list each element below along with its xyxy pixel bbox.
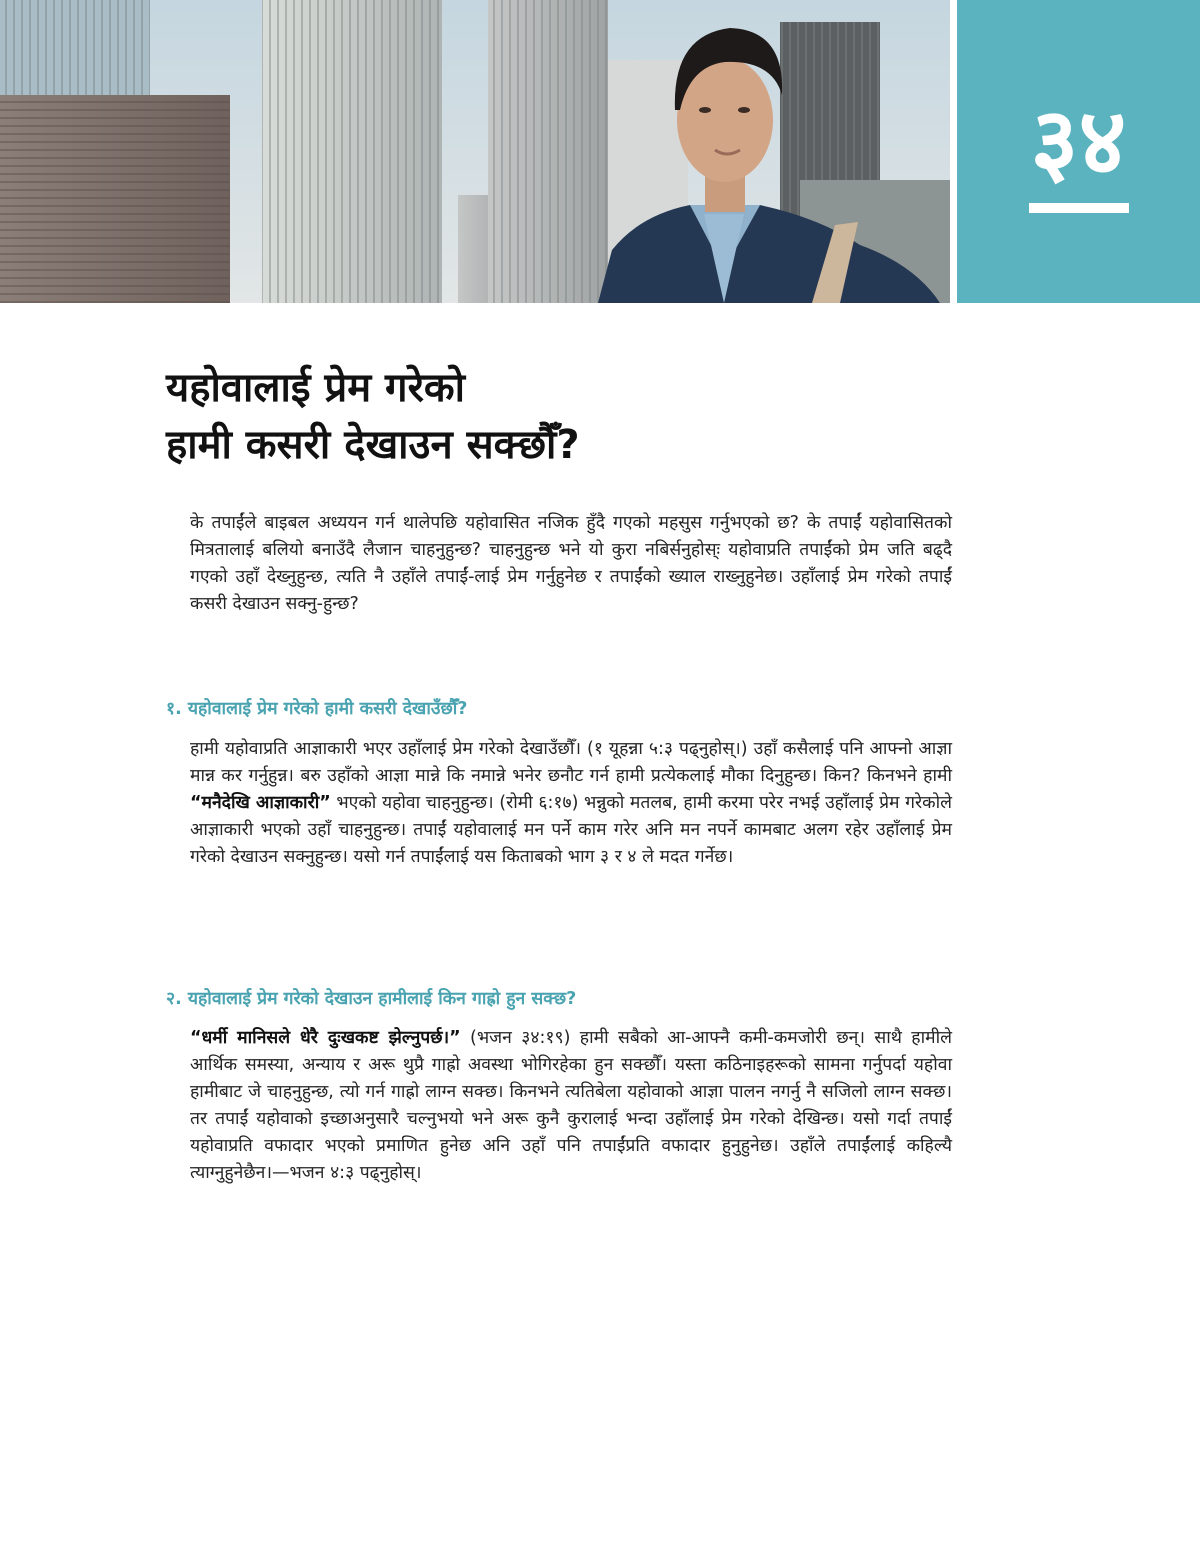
lesson-title-line-2: हामी कसरी देखाउन सक्छौँ? [166,422,580,468]
header-photo [0,0,950,303]
chapter-number: ३४ [1030,88,1127,195]
section-1-scripture-quote: “मनैदेखि आज्ञाकारी” [190,793,331,813]
section-2-question: २. यहोवालाई प्रेम गरेको देखाउन हामीलाई किन गाह्रो हुन सक्छ? [166,989,577,1009]
section-1-text-start: हामी यहोवाप्रति आज्ञाकारी भएर उहाँलाई प्रेम गरेको देखाउँछौँ। (१ यूहन्ना ५:३ पढ्नुहोस्।) उहाँ कसैलाई पनि आफ्नो आज्ञा मान्न कर गर्नुहुन्न। बरु उहाँको आज्ञा मान्ने कि नमान्ने भनेर छनौट गर्न हामी प्रत्येकलाई मौका दिनुहुन्छ। किन? किनभने हामी [190,739,952,786]
lesson-title [166,360,986,474]
city-portrait-photo-icon [0,0,950,303]
section-1-answer [190,736,952,871]
section-2-answer [190,1025,952,1187]
intro-paragraph: के तपाईंले बाइबल अध्ययन गर्न थालेपछि यहोवासित नजिक हुँदै गएको महसुस गर्नुभएको छ? के तपाईं यहोवासितको मित्रतालाई बलियो बनाउँदै लैजान चाहनुहुन्छ? चाहनुहुन्छ भने यो कुरा नबिर्सनुहोस्ः यहोवाप्रति तपाईंको प्रेम जति बढ्दै गएको उहाँ देख्नुहुन्छ, त्यति नै उहाँले तपाईं-लाई प्रेम गर्नुहुनेछ र तपाईंको ख्याल राख्नुहुनेछ। उहाँलाई प्रेम गरेको तपाईं कसरी देखाउन सक्नु-हुन्छ? [190,513,952,614]
section-2-text: (भजन ३४:१९) हामी सबैको आ-आफ्नै कमी-कमजोरी छन्। साथै हामीले आर्थिक समस्या, अन्याय र अरू थुप्रै गाह्रो अवस्था भोगिरहेका हुन सक्छौँ। यस्ता कठिनाइहरूको सामना गर्नुपर्दा यहोवा हामीबाट जे चाहनुहुन्छ, त्यो गर्न गाह्रो लाग्न सक्छ। किनभने त्यतिबेला यहोवाको आज्ञा पालन नगर्नु नै सजिलो लाग्न सक्छ। तर तपाईं यहोवाको इच्छाअनुसारै चल्नुभयो भने अरू कुनै कुरालाई भन्दा उहाँलाई प्रेम गरेको देखिन्छ। यसो गर्दा तपाईं यहोवाप्रति वफादार भएको प्रमाणित हुनेछ अनि उहाँ पनि तपाईंप्रति वफादार हुनुहुनेछ। उहाँले तपाईंलाई कहिल्यै त्याग्नुहुनेछैन।—भजन ४:३ पढ्नुहोस्। [190,1028,952,1183]
lesson-title-line-1: यहोवालाई प्रेम गरेको [166,365,466,411]
chapter-number-panel [957,0,1200,303]
section-2-scripture-quote: “धर्मी मानिसले धेरै दुःखकष्ट झेल्नुपर्छ।” [190,1028,461,1048]
section-1-question: १. यहोवालाई प्रेम गरेको हामी कसरी देखाउँछौँ? [166,699,468,719]
chapter-number-underline [1029,203,1129,213]
section-1-text-end: भएको यहोवा चाहनुहुन्छ। (रोमी ६:१७) भन्नुको मतलब, हामी करमा परेर नभई उहाँलाई प्रेम गरेकोले आज्ञाकारी भएको उहाँ चाहनुहुन्छ। तपाईं यहोवालाई मन पर्ने काम गरेर अनि मन नपर्ने कामबाट अलग रहेर उहाँलाई प्रेम गरेको देखाउन सक्नुहुन्छ। यसो गर्न तपाईंलाई यस किताबको भाग ३ र ४ ले मदत गर्नेछ। [190,793,952,867]
